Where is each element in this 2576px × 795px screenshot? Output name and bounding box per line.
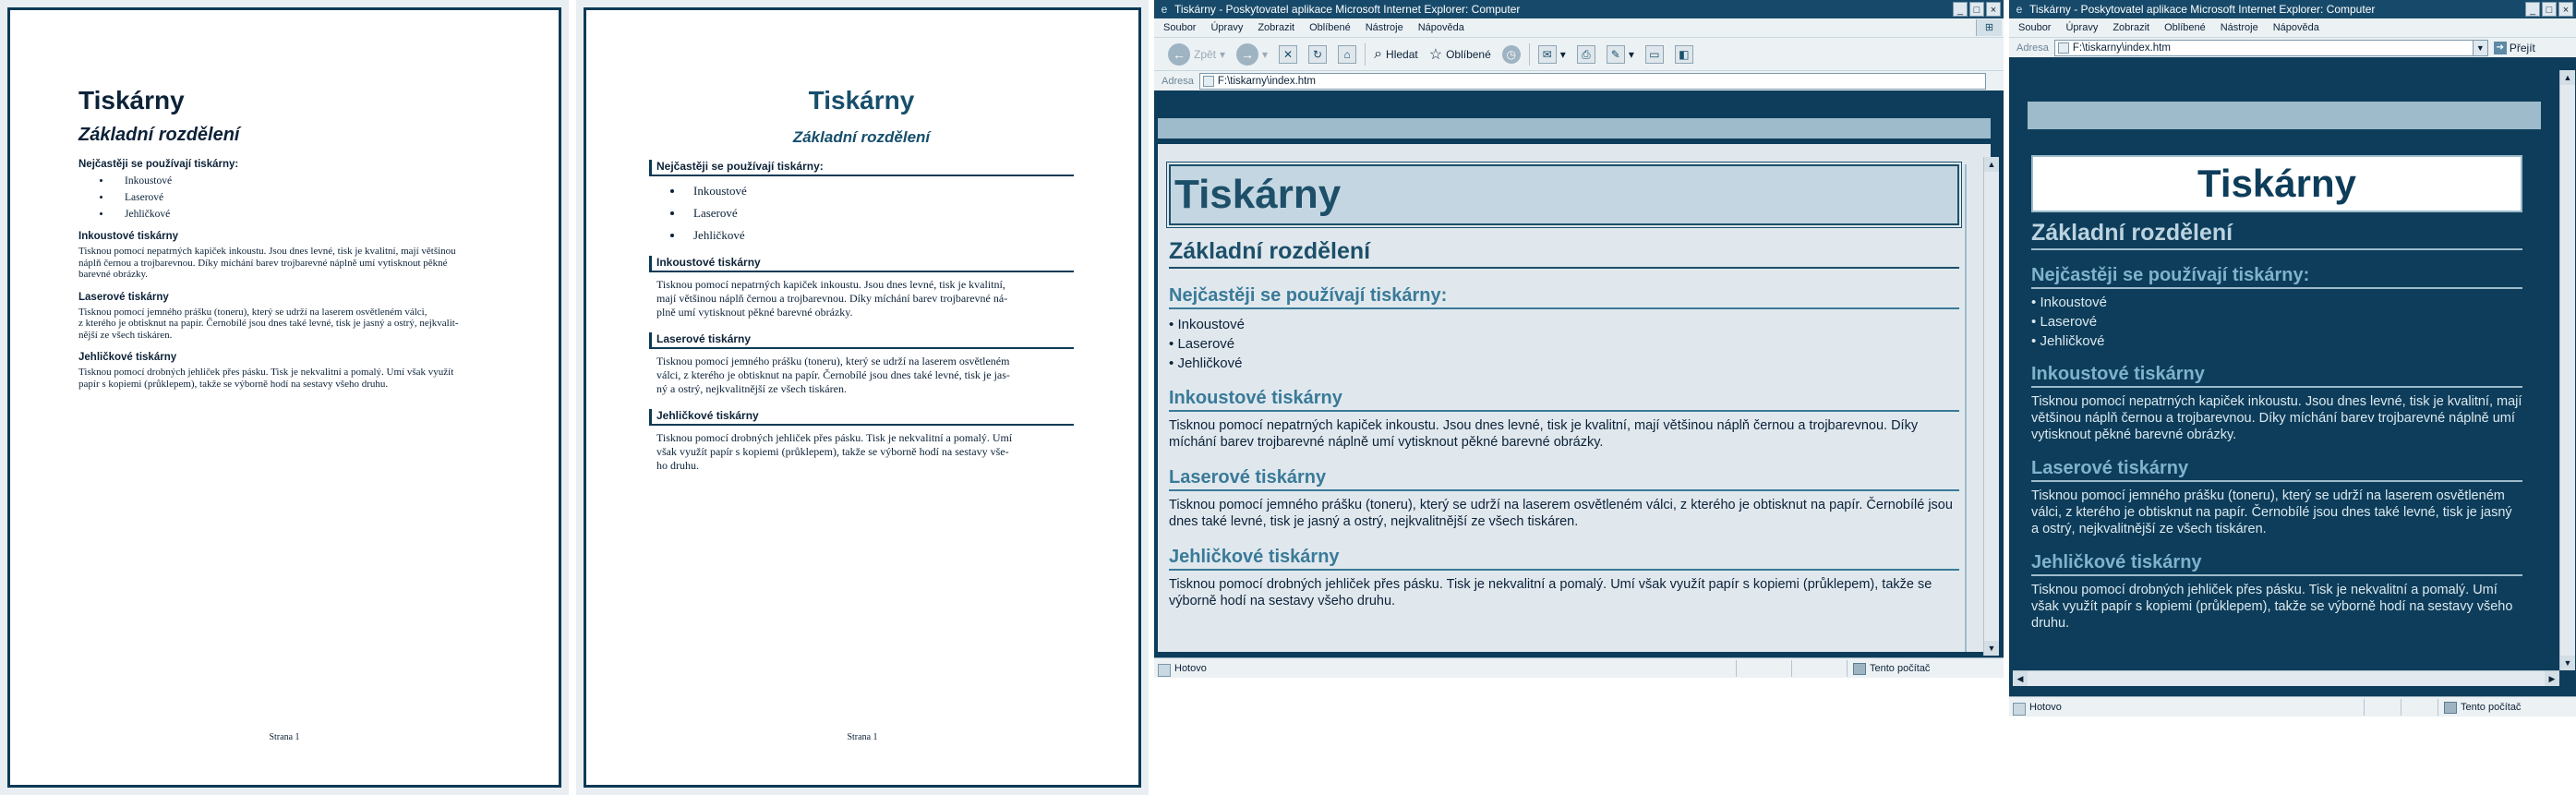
back-label: Zpět <box>1194 47 1217 61</box>
status-zone: Tento počítač <box>1847 660 2004 677</box>
scroll-right-arrow-icon[interactable]: ▶ <box>2545 671 2559 686</box>
history-icon: ◷ <box>1502 45 1521 64</box>
scroll-up-arrow-icon[interactable]: ▲ <box>1984 157 1999 172</box>
status-cell <box>1736 660 1791 677</box>
list-heading: Nejčastěji se používají tiskárny: <box>1169 285 1959 309</box>
stop-button[interactable] <box>1276 42 1300 66</box>
text-line: však využít papír s kopiemi (průklepem), takže se výborně hodí na sestavy vše- <box>656 445 1009 458</box>
mail-button[interactable] <box>1535 42 1569 66</box>
banner-strip <box>1158 111 1991 118</box>
discuss-button[interactable] <box>1643 42 1667 66</box>
address-value: F:\tiskarny\index.htm <box>1217 75 1316 87</box>
page-subtitle: Základní rozdělení <box>78 125 240 145</box>
address-label: Adresa <box>1162 75 1194 87</box>
list-item-label: Jehličkové <box>2040 333 2105 349</box>
text-line: plně umí vytisknout pěkné barevné obrázky. <box>656 306 853 319</box>
mail-icon: ✉ <box>1538 45 1557 64</box>
section-text: Tisknou pomocí jemného prášku (toneru), který se udrží na laserem osvětleném válci, z kterého je obtisknut na papír. Černobílé jsou dnes také levné, tisk je jasný a ostrý, nejkvalitnější ze všech tiskáren. <box>2031 488 2512 536</box>
list-heading: Nejčastěji se používají tiskárny: <box>78 159 239 170</box>
bullet: • <box>1169 317 1174 332</box>
section-heading: Laserové tiskárny <box>78 291 169 303</box>
menu-bar <box>2009 18 2576 37</box>
back-arrow-icon: ← <box>1168 43 1190 66</box>
section-text <box>78 367 512 390</box>
list-heading: Nejčastěji se používají tiskárny: <box>649 160 1074 176</box>
history-button[interactable] <box>1499 42 1523 66</box>
refresh-button[interactable] <box>1306 42 1330 66</box>
forward-button[interactable] <box>1234 42 1270 66</box>
menu-view[interactable]: Zobrazit <box>1258 22 1295 33</box>
list-item: • Jehličkové <box>684 228 1074 243</box>
status-zone: Tento počítač <box>2438 699 2576 716</box>
section-heading: Inkoustové tiskárny <box>78 231 179 242</box>
window-title: Tiskárny - Poskytovatel aplikace Microsoft Internet Explorer: Computer <box>1174 3 1521 16</box>
address-value: F:\tiskarny\index.htm <box>2072 42 2171 54</box>
back-button[interactable] <box>1165 42 1228 66</box>
print-preview-page-plain <box>0 0 569 795</box>
close-button[interactable]: × <box>1986 2 2001 17</box>
status-bar <box>2009 696 2576 717</box>
list-heading: Nejčastěji se používají tiskárny: <box>2031 265 2522 289</box>
text-line: Tisknou pomocí drobných jehliček přes pásku. Tisk je nekvalitní a pomalý. Umí <box>656 431 1013 444</box>
page-viewport[interactable] <box>2013 70 2561 665</box>
banner-bar <box>1158 118 1991 139</box>
text-line: nější ze všech tiskáren. <box>78 329 173 341</box>
page-footer: Strana 1 <box>269 732 300 742</box>
page-title: Tiskárny <box>808 86 915 114</box>
toolbar-separator <box>1365 43 1366 66</box>
list-item-label: Jehličkové <box>1177 355 1243 371</box>
search-button[interactable] <box>1371 42 1421 66</box>
section-heading: Jehličkové tiskárny <box>1169 547 1959 571</box>
list-item <box>1169 336 1959 352</box>
printer-list <box>2031 295 2522 349</box>
section-heading: Jehličkové tiskárny <box>2031 552 2522 576</box>
text-line: Tisknou pomocí nepatrných kapiček inkoustu. Jsou dnes levné, tisk je kvalitní, mají většinou <box>78 246 456 257</box>
section-text: Tisknou pomocí jemného prášku (toneru), který se udrží na laserem osvětleném válci, z kterého je obtisknut na papír. Černobílé jsou dnes také levné, tisk je jasný a ostrý, nejkvalitnější ze všech tiskáren. <box>1169 498 1953 529</box>
bullet: • <box>2031 295 2037 310</box>
maximize-button[interactable]: □ <box>2542 2 2557 17</box>
edit-button[interactable] <box>1604 42 1637 66</box>
status-cell <box>1791 660 1847 677</box>
minimize-button[interactable]: _ <box>2525 2 2540 17</box>
page-title: Tiskárny <box>2031 155 2522 212</box>
text-line: Tisknou pomocí jemného prášku (toneru), který se udrží na laserem osvětleném válci, <box>78 306 427 318</box>
printer-list <box>649 184 1074 243</box>
scroll-down-arrow-icon[interactable]: ▼ <box>1984 641 1999 656</box>
section-text: Tisknou pomocí drobných jehliček přes pásku. Tisk je nekvalitní a pomalý. Umí však využít papír s kopiemi (průklepem), takže se výborně hodí na sestavy všeho druhu. <box>1169 577 1932 608</box>
bullet: • <box>2031 314 2037 330</box>
horizontal-scrollbar[interactable] <box>2013 670 2559 686</box>
menu-favorites[interactable]: Oblíbené <box>2164 22 2206 33</box>
maximize-button[interactable]: □ <box>1969 2 1984 17</box>
section-text <box>649 278 1074 319</box>
text-line: barevné obrázky. <box>78 269 149 280</box>
favorites-label: Oblíbené <box>1446 47 1491 61</box>
chevron-down-icon[interactable]: ▾ <box>1559 47 1566 61</box>
section-text <box>78 246 512 281</box>
menu-file[interactable]: Soubor <box>1163 22 1197 33</box>
list-item <box>2031 295 2522 310</box>
print-button[interactable] <box>1574 42 1598 66</box>
address-label: Adresa <box>2016 42 2049 54</box>
scroll-left-arrow-icon[interactable]: ◀ <box>2013 671 2028 686</box>
address-bar <box>1154 70 2004 90</box>
printer-list <box>1169 317 1959 371</box>
page-title: Tiskárny <box>78 86 185 114</box>
page-viewport[interactable] <box>1158 111 1991 652</box>
printer-list <box>91 175 512 220</box>
text-line: Tisknou pomocí nepatrných kapiček inkoustu. Jsou dnes levné, tisk je kvalitní, <box>656 278 1005 291</box>
home-button[interactable] <box>1335 42 1359 66</box>
star-icon: ☆ <box>1428 46 1443 63</box>
bullet: • <box>1169 336 1174 352</box>
favorites-button[interactable] <box>1426 42 1494 66</box>
address-input[interactable] <box>2054 40 2488 56</box>
page-sheet <box>7 7 561 788</box>
print-preview-page-styled <box>576 0 1149 795</box>
section-text: Tisknou pomocí drobných jehliček přes pásku. Tisk je nekvalitní a pomalý. Umí však využít papír s kopiemi (průklepem), takže se výborně hodí na sestavy všeho druhu. <box>2031 583 2513 631</box>
text-line: Tisknou pomocí jemného prášku (toneru), který se udrží na laserem osvětleném <box>656 355 1010 367</box>
list-item: • Laserové <box>112 192 512 203</box>
menu-file[interactable]: Soubor <box>2018 22 2052 33</box>
minimize-button[interactable]: _ <box>1953 2 1968 17</box>
page-subtitle: Základní rozdělení <box>2031 220 2522 250</box>
list-item: • Inkoustové <box>684 184 1074 199</box>
toolbar-separator <box>1529 43 1530 66</box>
stop-icon: ✕ <box>1279 45 1297 64</box>
list-item: • Inkoustové <box>112 175 512 187</box>
section-heading: Laserové tiskárny <box>649 332 1074 349</box>
scroll-up-arrow-icon[interactable]: ▲ <box>2560 70 2575 85</box>
chevron-down-icon[interactable]: ▼ <box>2473 41 2487 55</box>
menu-favorites[interactable]: Oblíbené <box>1309 22 1351 33</box>
text-line: ho druhu. <box>656 459 699 472</box>
menu-tools[interactable]: Nástroje <box>2220 22 2258 33</box>
status-text: Hotovo <box>2009 702 2364 713</box>
scroll-down-arrow-icon[interactable]: ▼ <box>2560 656 2575 670</box>
page-icon <box>1203 76 1214 87</box>
section-text: Tisknou pomocí nepatrných kapiček inkoustu. Jsou dnes levné, tisk je kvalitní, mají většinou náplň černou a trojbarevnou. Díky míchání barev trojbarevné náplně umí vytisknout pěkné barevné obrázky. <box>2031 394 2522 442</box>
ie-logo-icon: e <box>1161 3 1168 16</box>
menu-tools[interactable]: Nástroje <box>1365 22 1403 33</box>
text-line: z kterého je obtisknut na papír. Černobílé jsou dnes také levné, tisk je jasný a ostrý, nejkvalit- <box>78 318 459 329</box>
section-heading: Inkoustové tiskárny <box>1169 388 1959 412</box>
section-heading: Jehličkové tiskárny <box>649 409 1074 426</box>
list-item-label: Laserové <box>2040 314 2098 330</box>
forward-arrow-icon: → <box>1236 43 1258 66</box>
text-line: Tisknou pomocí drobných jehliček přes pásku. Tisk je nekvalitní a pomalý. Umí však využít <box>78 367 454 378</box>
edit-icon: ✎ <box>1607 45 1625 64</box>
section-text <box>78 307 512 342</box>
window-title: Tiskárny - Poskytovatel aplikace Microsoft Internet Explorer: Computer <box>2029 3 2376 16</box>
page-icon <box>2058 42 2069 54</box>
section-heading: Laserové tiskárny <box>2031 458 2522 482</box>
text-line: náplň černou a trojbarevnou. Díky míchání barev trojbarevné náplně umí vytisknout pěkné <box>78 257 448 269</box>
windows-flag-icon: ⊞ <box>1976 19 2002 36</box>
list-item-label: Inkoustové <box>2040 295 2107 310</box>
go-button[interactable] <box>2494 42 2535 54</box>
section-text <box>649 431 1074 473</box>
list-item <box>2031 333 2522 349</box>
status-bar <box>1154 657 2004 678</box>
section-heading: Inkoustové tiskárny <box>2031 364 2522 388</box>
text-line: ný a ostrý, nejkvalitnější ze všech tiskáren. <box>656 382 847 395</box>
section-heading: Inkoustové tiskárny <box>649 256 1074 272</box>
messenger-button[interactable] <box>1672 42 1696 66</box>
chevron-down-icon[interactable]: ▾ <box>1220 47 1226 61</box>
chevron-down-icon[interactable]: ▾ <box>1262 47 1269 61</box>
printer-icon: ⎙ <box>1577 45 1595 64</box>
status-text: Hotovo <box>1154 663 1736 674</box>
go-label: Přejít <box>2509 41 2535 54</box>
go-arrow-icon: ➔ <box>2494 42 2507 54</box>
bullet: • <box>1169 355 1174 371</box>
page-title: Tiskárny <box>1169 164 1959 225</box>
page-sheet <box>584 7 1141 788</box>
toolbar <box>1154 37 2004 70</box>
messenger-icon: ◧ <box>1675 45 1693 64</box>
bullet: • <box>2031 333 2037 349</box>
address-input[interactable] <box>1199 73 1986 90</box>
menu-help[interactable]: Nápověda <box>1417 22 1464 33</box>
browser-window-light <box>1154 0 2004 678</box>
banner-bar <box>2028 102 2541 129</box>
section-text: Tisknou pomocí nepatrných kapiček inkoustu. Jsou dnes levné, tisk je kvalitní, mají většinou náplň černou a trojbarevnou. Díky míchání barev trojbarevné náplně umí vytisknout pěkné barevné obrázky. <box>1169 418 1919 450</box>
page-subtitle: Základní rozdělení <box>792 128 931 146</box>
menu-edit[interactable]: Úpravy <box>1210 22 1244 33</box>
section-heading: Jehličkové tiskárny <box>78 352 177 363</box>
list-item-label: Inkoustové <box>1177 317 1245 332</box>
page-footer: Strana 1 <box>847 732 878 742</box>
chevron-down-icon[interactable]: ▾ <box>1628 47 1634 61</box>
refresh-icon: ↻ <box>1308 45 1327 64</box>
status-cell <box>2401 699 2438 716</box>
vertical-scrollbar[interactable] <box>2559 70 2575 670</box>
text-line: válci, z kterého je obtisknut na papír. Černobílé jsou dnes také levné, tisk je jas- <box>656 368 1010 381</box>
text-line: mají většinou náplň černou a trojbarevnou. Díky míchání barev trojbarevné ná- <box>656 292 1008 305</box>
text-line: papír s kopiemi (průklepem), takže se výborně hodí na sestavy všeho druhu. <box>78 378 389 390</box>
list-item <box>1169 355 1959 371</box>
title-bar[interactable] <box>1154 0 2004 18</box>
search-label: Hledat <box>1386 47 1418 61</box>
page-subtitle: Základní rozdělení <box>1169 238 1959 269</box>
vertical-rule <box>1965 164 1967 652</box>
search-icon: ⌕ <box>1374 45 1383 62</box>
list-item <box>1169 317 1959 332</box>
section-text <box>649 355 1074 396</box>
home-icon: ⌂ <box>1338 45 1356 64</box>
browser-window-dark <box>2009 0 2576 717</box>
list-item: • Laserové <box>684 206 1074 221</box>
menu-help[interactable]: Nápověda <box>2272 22 2319 33</box>
menu-view[interactable]: Zobrazit <box>2113 22 2150 33</box>
title-bar[interactable] <box>2009 0 2576 18</box>
section-heading: Laserové tiskárny <box>1169 467 1959 491</box>
list-item: • Jehličkové <box>112 209 512 220</box>
vertical-scrollbar[interactable] <box>1983 157 1999 656</box>
status-cell <box>2364 699 2401 716</box>
list-item <box>2031 314 2522 330</box>
ie-logo-icon: e <box>2016 3 2023 16</box>
address-bar <box>2009 37 2576 57</box>
banner-line <box>1158 139 1991 144</box>
close-button[interactable]: × <box>2558 2 2573 17</box>
discuss-icon: ▭ <box>1645 45 1664 64</box>
menu-bar <box>1154 18 2004 37</box>
menu-edit[interactable]: Úpravy <box>2065 22 2099 33</box>
list-item-label: Laserové <box>1177 336 1235 352</box>
